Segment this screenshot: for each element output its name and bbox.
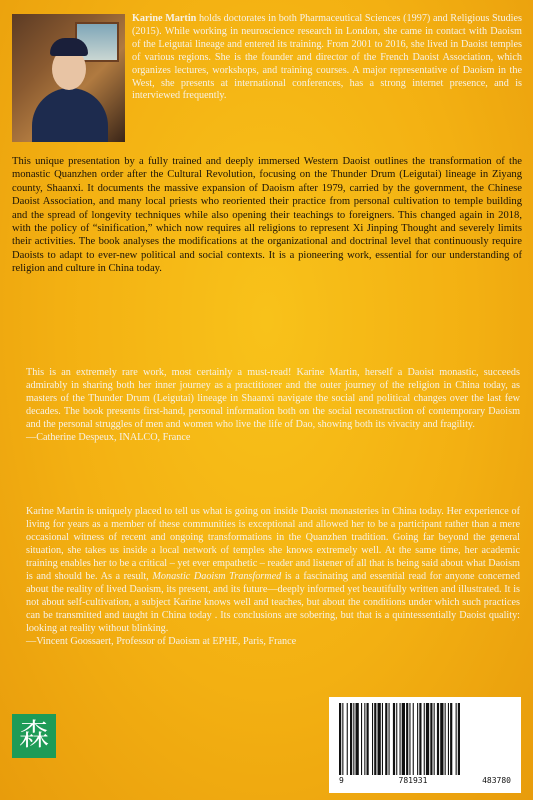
quote-1-attribution: —Catherine Despeux, INALCO, France	[26, 432, 191, 443]
photo-hat	[50, 38, 88, 56]
barcode-bar	[374, 703, 376, 775]
barcode-digits	[337, 775, 513, 785]
author-name: Karine Martin	[132, 13, 197, 24]
barcode-bars	[337, 703, 513, 775]
barcode-bar	[361, 703, 362, 775]
author-bio	[132, 13, 522, 103]
barcode-bar	[450, 703, 452, 775]
barcode-bar	[393, 703, 395, 775]
barcode-bar	[339, 703, 341, 775]
barcode-bar	[356, 703, 359, 775]
barcode-bar	[426, 703, 429, 775]
barcode-bar	[456, 703, 457, 775]
isbn-barcode	[329, 697, 521, 793]
barcode-bar	[367, 703, 369, 775]
barcode-bar	[385, 703, 387, 775]
barcode-bar	[347, 703, 348, 775]
author-photo	[12, 14, 125, 142]
barcode-bar	[417, 703, 418, 775]
quote-2-text-after: is a fascinating and essential read for anyone concerned about the reality of lived Daoism, its present, and its future—deeply informed yet beautifully written and illustrated. It is not about self-cultivation, a subject Karine knows well and teaches, but about the conditions under which such practices can be transmitted and taught in China today . Its conclusions are sobering, but that is a quintessentially Daoist quality: looking at reality without blinking.	[26, 571, 520, 634]
barcode-bar	[353, 703, 354, 775]
book-description: This unique presentation by a fully trained and deeply immersed Western Daoist outlines the transformation of the monastic Quanzhen order after the Cultural Revolution, focusing on the Thunder Drum (Leigutai) lineage in Ziyang county, Shaanxi. It documents the massive expansion of Daoism after 1979, carried by the government, the Chinese Daoist Association, and many local priests who reoriented their practice from personal cultivation to temple building and the spread of longevity techniques while also opening their teachings to foreigners. This changed again in 2018, with the policy of “sinification,” which now requires all religions to represent Xi Jinping Thought and severely limits their activities. The book analyses the modifications at the organizational and doctrinal level that continuously require Daoists to adapt to ever-new political and social contexts. It is a pioneering work, essential for our understanding of religion and culture in China today.	[12, 156, 522, 275]
barcode-bar	[378, 703, 381, 775]
barcode-bar	[402, 703, 405, 775]
barcode-bar	[350, 703, 352, 775]
quote-2-text-before: Karine Martin is uniquely placed to tell us what is going on inside Daoist monasteries in China today. Her experience of living for years as a member of these communities is exceptional and allowed her to be a participant rather than a mere occasional witness of recent and ongoing transformations in the Quanzhen tradition. Going far beyond the general situation, she takes us inside a local network of temples she knows extremely well. At the same time, her academic training enables her to be a critical – yet ever empathetic – reader and listener of all that is being said about what Daoism is and should be. As a result,	[26, 506, 520, 582]
barcode-bar	[342, 703, 343, 775]
quote-2-attribution: —Vincent Goossaert, Professor of Daoism at EPHE, Paris, France	[26, 636, 297, 647]
barcode-bar	[409, 703, 410, 775]
barcode-bar	[440, 703, 443, 775]
barcode-digit-group-2: 781931	[398, 776, 428, 785]
barcode-bar	[437, 703, 439, 775]
publisher-logo: 森	[12, 714, 56, 758]
barcode-bar	[434, 703, 435, 775]
barcode-bar	[448, 703, 449, 775]
barcode-bar	[382, 703, 383, 775]
barcode-bar	[389, 703, 390, 775]
barcode-bar	[400, 703, 401, 775]
barcode-bar	[396, 703, 397, 775]
barcode-digit-group-3: 483780	[482, 776, 511, 785]
photo-robe	[32, 88, 108, 142]
quote-1-text: This is an extremely rare work, most certainly a must-read! Karine Martin, herself a Daoist monastic, succeeds admirably in sharing both her inner journey as a practitioner and the outer journey of the religion in China today, as masters of the Thunder Drum (Leigutai) lineage in Shaanxi navigate the social and political changes over the last few decades. The book presents first-hand, personal information both on the social reconstruction of contemporary Daoism and the personal struggles of men and women who live the life of Dao, showing both its vivacity and fragility.	[26, 367, 520, 430]
book-title: Monastic Daoism Transformed	[152, 571, 282, 582]
barcode-bar	[406, 703, 408, 775]
barcode-bar	[364, 703, 365, 775]
endorsement-quote-2	[26, 505, 520, 648]
barcode-bar	[445, 703, 446, 775]
barcode-bar	[372, 703, 373, 775]
barcode-bar	[419, 703, 421, 775]
barcode-bar	[430, 703, 432, 775]
barcode-bar	[458, 703, 460, 775]
barcode-bar	[413, 703, 414, 775]
endorsement-quote-1	[26, 366, 520, 444]
barcode-bar	[424, 703, 425, 775]
barcode-digit-group-1: 9	[339, 776, 344, 785]
author-bio-text: holds doctorates in both Pharmaceutical Sciences (1997) and Religious Studies (2015). While working in neuroscience research in London, she came in contact with Daoism of the Leigutai lineage and entered its training. From 2001 to 2016, she lived in Daoist temples of various regions. She is the founder and director of the French Daoist Association, which organizes lectures, workshops, and training courses. A major representative of Daoism in the West, she presents at international conferences, has a strong internet presence, and is interviewed frequently.	[132, 13, 522, 102]
